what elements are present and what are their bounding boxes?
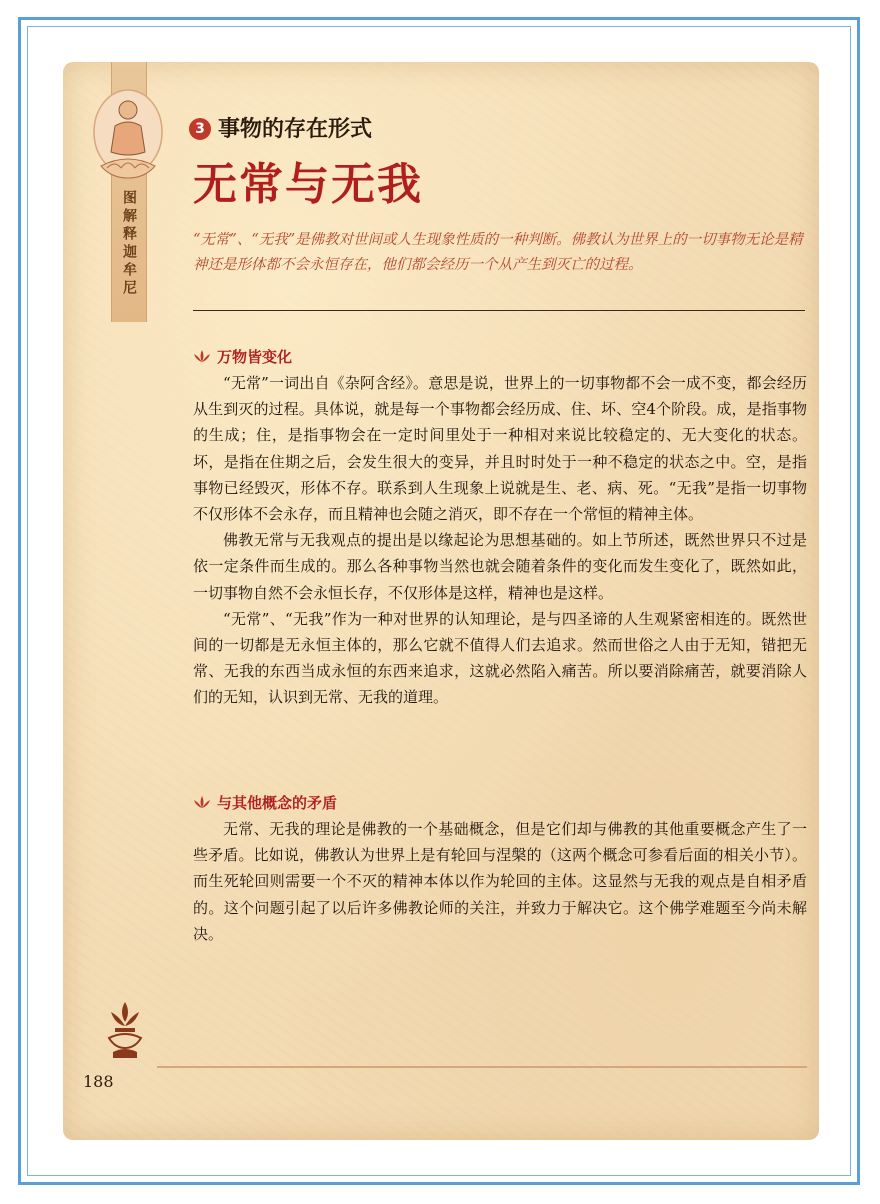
page-title: 无常与无我: [193, 159, 423, 210]
book-page: [63, 62, 819, 1140]
page-number: 188: [83, 1072, 114, 1091]
intro-paragraph: “无常”、“无我”是佛教对世间或人生现象性质的一种判断。佛教认为世界上的一切事物无论是精神还是形体都不会永恒存在，他们都会经历一个从产生到灭亡的过程。: [193, 232, 803, 273]
paragraph: “无常”一词出自《杂阿含经》。意思是说，世界上的一切事物都不会一成不变，都会经历从生到灭的过程。具体说，就是每一个事物都会经历成、住、坏、空4个阶段。成，是指事物的生成；住，是指事物会在一定时间里处于一种相对来说比较稳定的、无大变化的状态。坏，是指在住期之后，会发生很大的变异，并且时时处于一种不稳定的状态之中。空，是指事物已经毁灭，形体不存。联系到人生现象上说就是生、老、病、死。“无我”是指一切事物不仅形体不会永存，而且精神也会随之消灭，即不存在一个常恒的精神主体。: [193, 374, 807, 524]
lotus-icon: [191, 348, 213, 364]
paragraph: 佛教无常与无我观点的提出是以缘起论为思想基础的。如上节所述，既然世界只不过是依一定条件而生成的。那么各种事物当然也就会随着条件的变化而发生变化了，既然如此，一切事物自然不会永恒长存，不仅形体是这样，精神也是这样。: [193, 531, 807, 602]
subsection-body-2: [193, 816, 807, 947]
subsection-heading-text: 与其他概念的矛盾: [217, 794, 338, 812]
book-vertical-title: 图解释迦牟尼: [121, 190, 137, 298]
subsection-heading-2: [191, 792, 337, 813]
section-label: 事物的存在形式: [218, 117, 373, 142]
divider-line: [193, 310, 805, 311]
paragraph: “无常”、“无我”作为一种对世界的认知理论，是与四圣谛的人生观紧密相连的。既然世间的一切都是无永恒主体的，那么它就不值得人们去追求。然而世俗之人由于无知，错把无常、无我的东西当成永恒的东西来追求，这就必然陷入痛苦。所以要消除痛苦，就要消除人们的无知，认识到无常、无我的道理。: [193, 609, 807, 707]
paragraph: 无常、无我的理论是佛教的一个基础概念，但是它们却与佛教的其他重要概念产生了一些矛盾。比如说，佛教认为世界上是有轮回与涅槃的（这两个概念可参看后面的相关小节）。而生死轮回则需要一个不灭的精神本体以作为轮回的主体。这显然与无我的观点是自相矛盾的。这个问题引起了以后许多佛教论师的关注，并致力于解决它。这个佛学难题至今尚未解决。: [193, 820, 807, 943]
subsection-heading-1: [191, 346, 292, 367]
footer-line: [157, 1066, 807, 1068]
subsection-heading-text: 万物皆变化: [217, 348, 293, 366]
section-number-badge: 3: [189, 118, 211, 140]
buddha-icon: [89, 86, 167, 186]
lotus-ornament-icon: [101, 998, 149, 1062]
lotus-icon: [191, 794, 213, 810]
subsection-body-1: [193, 370, 807, 711]
